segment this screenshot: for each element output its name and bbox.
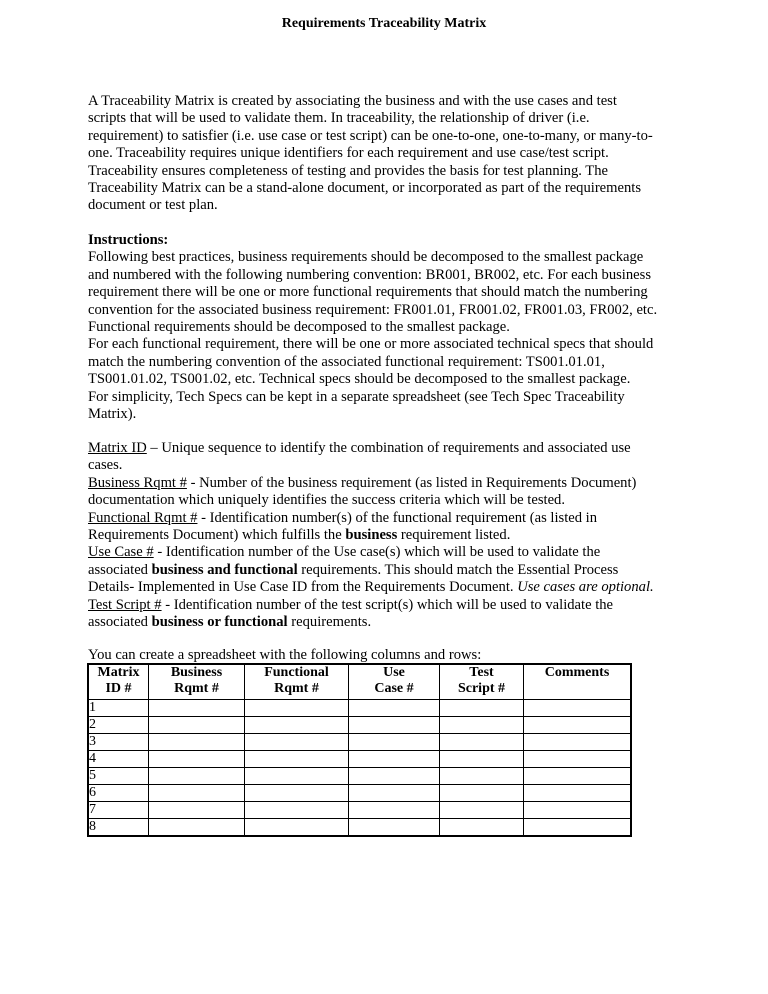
column-header [88, 664, 149, 700]
def-text: associated [88, 614, 152, 631]
table-row [88, 802, 631, 819]
def-text: requirements. [287, 614, 372, 631]
empty-cell [245, 734, 349, 751]
empty-cell [524, 802, 632, 819]
text-line: Traceability ensures completeness of testing and provides the basis for test planning. The [88, 162, 608, 179]
table-row [88, 717, 631, 734]
empty-cell [349, 785, 440, 802]
def-text: - Identification number of the Use case(s) which will be used to validate the [153, 544, 601, 561]
def-italic: Use cases are optional. [517, 579, 654, 596]
row-id-cell: 1 [88, 700, 149, 717]
text-line: For simplicity, Tech Specs can be kept in a separate spreadsheet (see Tech Spec Traceability [88, 388, 625, 405]
row-id-cell: 4 [88, 751, 149, 768]
table-intro: You can create a spreadsheet with the following columns and rows: [88, 647, 482, 663]
empty-cell [349, 700, 440, 717]
empty-cell [149, 768, 245, 785]
header-text: Test [469, 665, 494, 680]
header-text: Case # [374, 681, 414, 696]
empty-cell [149, 717, 245, 734]
text-line: requirement) to satisfier (i.e. use case or test script) can be one-to-one, one-to-many, or many-to- [88, 127, 653, 144]
text-line: Functional requirements should be decomposed to the smallest package. [88, 319, 510, 336]
term-matrix-id: Matrix ID [88, 440, 147, 456]
text-line: Traceability Matrix can be a stand-alone document, or incorporated as part of the requirements [88, 180, 642, 197]
table-row [88, 734, 631, 751]
text-line: A Traceability Matrix is created by associating the business and with the use cases and test [88, 93, 617, 109]
empty-cell [524, 819, 632, 837]
table-row [88, 819, 631, 837]
term-business-rqmt: Business Rqmt # [88, 474, 187, 491]
empty-cell [440, 802, 524, 819]
text-line: convention for the associated business requirement: FR001.01, FR001.02, FR001.03, FR002, etc. [88, 301, 658, 318]
term-functional-rqmt: Functional Rqmt # [88, 509, 198, 526]
empty-cell [149, 700, 245, 717]
row-id-cell: 7 [88, 802, 149, 819]
def-text: - Number of the business requirement (as listed in Requirements Document) [186, 474, 637, 491]
empty-cell [440, 819, 524, 837]
table-row [88, 768, 631, 785]
column-header [524, 664, 632, 700]
text-line: requirement there will be one or more functional requirements that should match the numbering [88, 284, 648, 301]
empty-cell [349, 802, 440, 819]
header-text: Business [170, 665, 223, 680]
header-text: Script # [457, 681, 506, 696]
empty-cell [349, 717, 440, 734]
header-text: ID # [105, 681, 132, 696]
empty-cell [524, 751, 632, 768]
instructions-section [88, 232, 728, 423]
header-text: Rqmt # [174, 681, 219, 696]
def-bold: business or functional [151, 614, 288, 631]
def-text: Details- Implemented in Use Case ID from the Requirements Document. [88, 579, 518, 596]
empty-cell [524, 734, 632, 751]
empty-cell [245, 802, 349, 819]
row-id-cell: 6 [88, 785, 149, 802]
def-bold: business [345, 527, 398, 544]
empty-cell [524, 768, 632, 785]
term-use-case: Use Case # [88, 544, 154, 561]
empty-cell [149, 734, 245, 751]
empty-cell [440, 717, 524, 734]
table-row [88, 785, 631, 802]
empty-cell [245, 785, 349, 802]
header-text: Use [383, 665, 405, 680]
empty-cell [149, 785, 245, 802]
text-line: TS001.01.02, TS001.02, etc. Technical specs should be decomposed to the smallest package. [88, 371, 631, 388]
def-text: requirements. This should match the Essential Process [297, 561, 619, 578]
table-row [88, 700, 631, 717]
column-header [349, 664, 440, 700]
def-text: associated [88, 561, 152, 578]
empty-cell [440, 700, 524, 717]
empty-cell [349, 768, 440, 785]
empty-cell [440, 768, 524, 785]
text-line: Following best practices, business requirements should be decomposed to the smallest package [88, 249, 644, 266]
definitions-section [88, 440, 728, 631]
def-text: Requirements Document) which fulfills the [88, 527, 346, 544]
empty-cell [524, 717, 632, 734]
empty-cell [440, 734, 524, 751]
empty-cell [440, 751, 524, 768]
text-line: For each functional requirement, there will be one or more associated technical specs that should [88, 336, 654, 353]
empty-cell [524, 785, 632, 802]
empty-cell [524, 700, 632, 717]
text-line: scripts that will be used to validate them. In traceability, the relationship of driver (i.e. [88, 110, 590, 127]
row-id-cell: 2 [88, 717, 149, 734]
def-bold: business and functional [151, 561, 298, 578]
def-text: cases. [88, 457, 123, 474]
def-text: – Unique sequence to identify the combination of requirements and associated use [146, 440, 631, 456]
row-id-cell: 8 [88, 819, 149, 837]
row-id-cell: 5 [88, 768, 149, 785]
header-text: Matrix [97, 665, 140, 680]
column-header [149, 664, 245, 700]
header-text: Functional [264, 665, 329, 680]
text-line: Matrix). [88, 406, 137, 423]
empty-cell [245, 819, 349, 837]
empty-cell [245, 700, 349, 717]
term-test-script: Test Script # [88, 596, 162, 613]
empty-cell [245, 768, 349, 785]
intro-paragraph [88, 93, 728, 215]
text-line: match the numbering convention of the associated functional requirement: TS001.01.01, [88, 353, 605, 370]
header-text: Rqmt # [274, 681, 319, 696]
document-title: Requirements Traceability Matrix [281, 16, 487, 31]
def-text: - Identification number of the test script(s) which will be used to validate the [161, 596, 614, 613]
empty-cell [149, 819, 245, 837]
table-row [88, 751, 631, 768]
instructions-heading: Instructions: [88, 232, 169, 248]
text-line: and numbered with the following numbering convention: BR001, BR002, etc. For each business [88, 266, 651, 283]
def-text: - Identification number(s) of the functional requirement (as listed in [197, 509, 598, 526]
empty-cell [349, 734, 440, 751]
def-text: documentation which uniquely identifies the success criteria which will be tested. [88, 492, 565, 509]
def-text: requirement listed. [397, 527, 511, 544]
header-text: Comments [544, 665, 610, 680]
empty-cell [349, 819, 440, 837]
empty-cell [149, 751, 245, 768]
text-line: document or test plan. [88, 197, 218, 214]
column-header [440, 664, 524, 700]
text-line: one. Traceability requires unique identifiers for each requirement and use case/test script. [88, 145, 609, 162]
column-header [245, 664, 349, 700]
empty-cell [440, 785, 524, 802]
empty-cell [245, 717, 349, 734]
empty-cell [349, 751, 440, 768]
empty-cell [245, 751, 349, 768]
traceability-table [87, 663, 632, 837]
empty-cell [149, 802, 245, 819]
row-id-cell: 3 [88, 734, 149, 751]
